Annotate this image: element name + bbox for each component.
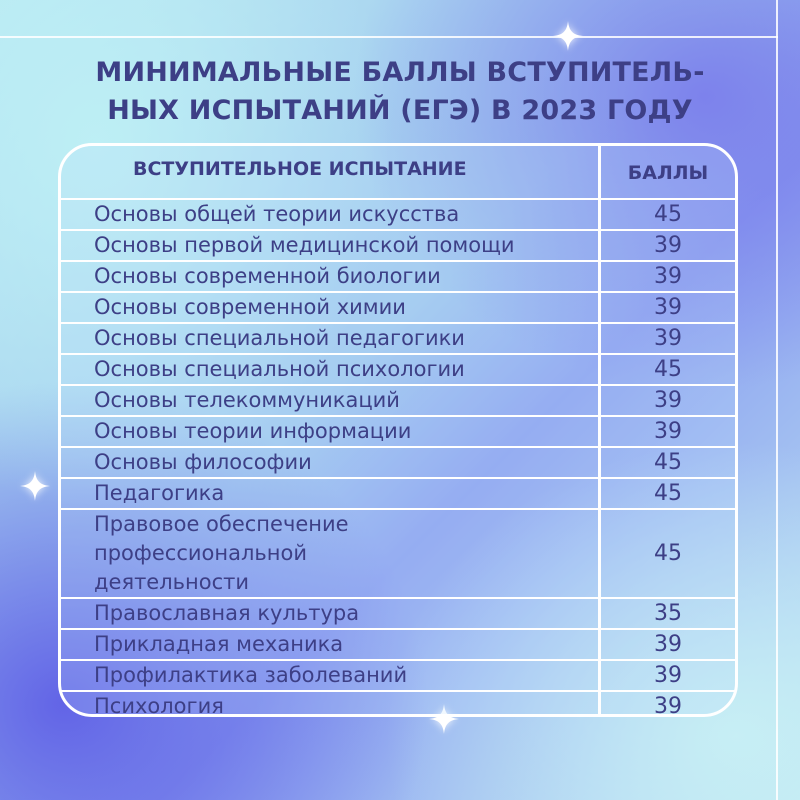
score-cell: 39: [654, 264, 682, 289]
page-title: [60, 54, 740, 130]
table-row: [61, 508, 735, 597]
score-cell: 39: [654, 326, 682, 351]
table-header: [61, 146, 735, 198]
subject-cell: Основы теории информации: [94, 419, 412, 443]
table-row: [61, 415, 735, 446]
table-row: [61, 446, 735, 477]
frame-top-line: [0, 36, 778, 38]
subject-cell: Основы современной химии: [94, 295, 406, 319]
table-row: [61, 477, 735, 508]
subject-cell: Основы современной биологии: [94, 264, 441, 288]
score-cell: 45: [654, 541, 682, 566]
table-row: [61, 198, 735, 229]
subject-cell: Основы первой медицинской помощи: [94, 233, 515, 257]
table-row: [61, 384, 735, 415]
score-cell: 39: [654, 419, 682, 444]
subject-cell: Психология: [94, 694, 224, 718]
score-cell: 45: [654, 481, 682, 506]
score-cell: 45: [654, 357, 682, 382]
frame-right-line: [776, 0, 778, 800]
sparkle-icon: [553, 21, 583, 51]
header-score: БАЛЛЫ: [627, 162, 709, 184]
header-subject: ВСТУПИТЕЛЬНОЕ ИСПЫТАНИЕ: [133, 158, 467, 180]
table-row: [61, 353, 735, 384]
subject-cell: Основы общей теории искусства: [94, 202, 460, 226]
table-row: [61, 628, 735, 659]
table-row: [61, 260, 735, 291]
score-cell: 45: [654, 202, 682, 227]
table-body: [61, 198, 735, 721]
table-row: [61, 597, 735, 628]
subject-cell: Православная культура: [94, 601, 360, 625]
table-row: [61, 229, 735, 260]
subject-cell: Основы философии: [94, 450, 312, 474]
table-row: [61, 659, 735, 690]
table-row: [61, 690, 735, 721]
score-cell: 39: [654, 233, 682, 258]
sparkle-icon: [20, 471, 50, 501]
subject-cell: Основы телекоммуникаций: [94, 388, 400, 412]
score-cell: 39: [654, 388, 682, 413]
table-row: [61, 322, 735, 353]
table-row: [61, 291, 735, 322]
score-cell: 39: [654, 694, 682, 719]
score-cell: 45: [654, 450, 682, 475]
title-line-2: НЫХ ИСПЫТАНИЙ (ЕГЭ) В 2023 ГОДУ: [107, 95, 693, 126]
scores-table: [58, 143, 738, 717]
subject-cell: Основы специальной педагогики: [94, 326, 465, 350]
score-cell: 39: [654, 663, 682, 688]
score-cell: 35: [654, 601, 682, 626]
subject-cell: Основы специальной психологии: [94, 357, 465, 381]
title-line-1: МИНИМАЛЬНЫЕ БАЛЛЫ ВСТУПИТЕЛЬ-: [95, 57, 705, 88]
subject-cell: Педагогика: [94, 481, 225, 505]
subject-cell: Профилактика заболеваний: [94, 663, 408, 687]
score-cell: 39: [654, 295, 682, 320]
subject-cell: Прикладная механика: [94, 632, 344, 656]
subject-cell: Правовое обеспечение профессиональной деятельности: [94, 512, 349, 594]
score-cell: 39: [654, 632, 682, 657]
